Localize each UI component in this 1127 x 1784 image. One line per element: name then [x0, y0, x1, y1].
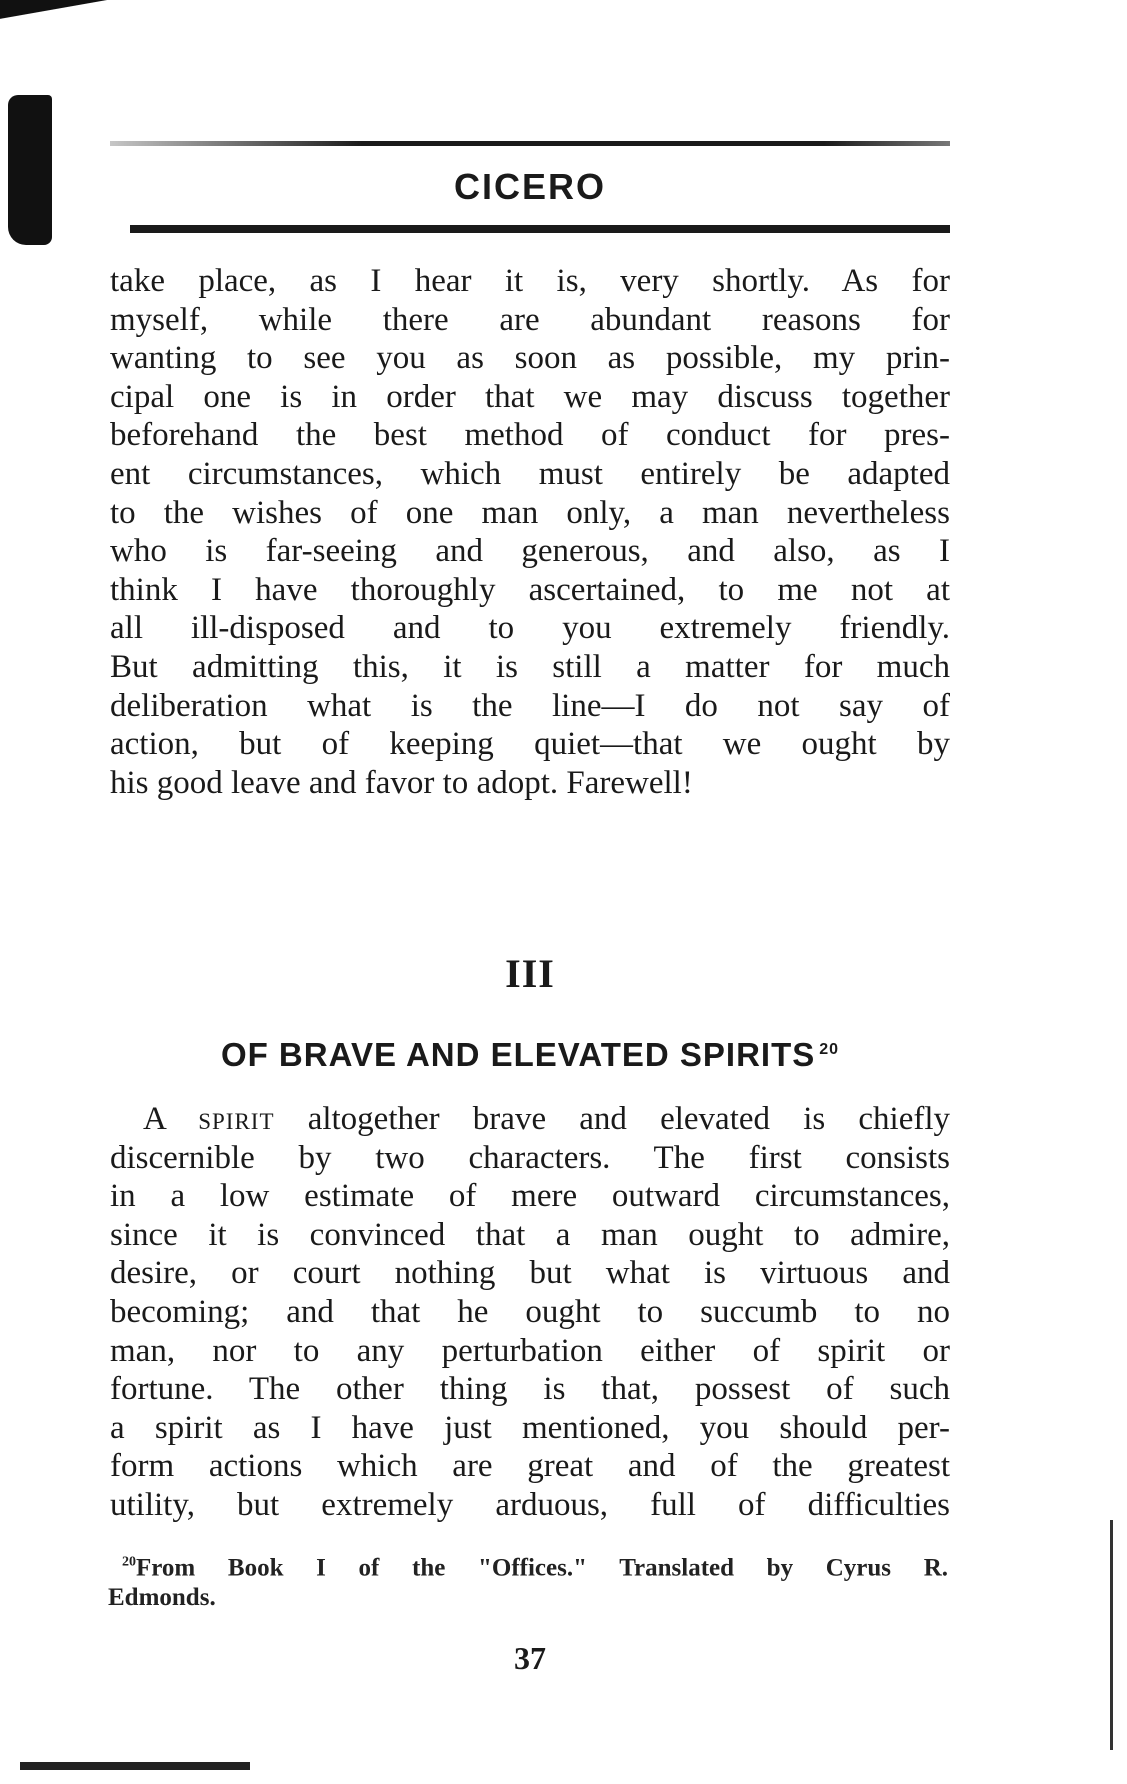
section-numeral: III [505, 951, 555, 996]
text-line: fortune. The other thing is that, possest of such [110, 1371, 950, 1408]
text-line: think I have thoroughly ascertained, to me not at [110, 571, 950, 608]
text-line: to the wishes of one man only, a man nevertheless [110, 494, 950, 531]
text-line: beforehand the best method of conduct for pres- [110, 417, 950, 454]
text-line: But admitting this, it is still a matter for much [110, 648, 950, 685]
footnote-line-2: Edmonds. [108, 1584, 216, 1612]
header-rule-bottom [130, 225, 950, 233]
text-line: who is far-seeing and generous, and also, as I [110, 533, 950, 570]
text-line: cipal one is in order that we may discuss together [110, 378, 950, 415]
text-line-first [110, 1100, 950, 1139]
header-rule-top [110, 141, 950, 146]
scan-artifact-left [8, 95, 52, 245]
footnote-reference[interactable]: 20 [819, 1041, 840, 1058]
footnote-text: From Book I of the "Offices." Translated by Cyrus R. [136, 1554, 948, 1582]
scan-artifact-right [1110, 1520, 1113, 1750]
scan-artifact-bottom [20, 1762, 250, 1770]
opening-word: A [143, 1101, 166, 1137]
text-line: since it is convinced that a man ought to admire, [110, 1216, 950, 1253]
section-title-text: OF BRAVE AND ELEVATED SPIRITS [220, 1036, 816, 1073]
first-line-rest: altogether brave and elevated is chiefly [307, 1101, 951, 1137]
page-number: 37 [514, 1640, 546, 1676]
footnote-line [108, 1548, 948, 1583]
footnote-marker: 20 [122, 1555, 136, 1570]
text-line: wanting to see you as soon as possible, my prin- [110, 340, 950, 377]
text-line: in a low estimate of mere outward circumstances, [110, 1178, 950, 1215]
text-line: his good leave and favor to adopt. Farewell! [110, 764, 693, 801]
text-line: form actions which are great and of the greatest [110, 1448, 950, 1485]
footnote [108, 1548, 948, 1613]
paragraph-brave-spirits [110, 1100, 950, 1525]
smallcaps-word: spirit [198, 1101, 275, 1137]
text-line: ent circumstances, which must entirely be adapted [110, 455, 950, 492]
scan-artifact-top [0, 0, 120, 32]
section-title [110, 1036, 950, 1074]
text-line: utility, but extremely arduous, full of difficulties [110, 1486, 950, 1523]
text-line: becoming; and that he ought to succumb to no [110, 1293, 950, 1330]
text-line: man, nor to any perturbation either of spirit or [110, 1332, 950, 1369]
text-line: take place, as I hear it is, very shortly. As for [110, 263, 950, 299]
text-line: myself, while there are abundant reasons for [110, 301, 950, 338]
text-line: all ill-disposed and to you extremely friendly. [110, 610, 950, 647]
text-line: desire, or court nothing but what is virtuous and [110, 1255, 950, 1292]
text-line: action, but of keeping quiet—that we ought by [110, 726, 950, 763]
paragraph-continued [110, 262, 950, 802]
running-head: CICERO [453, 166, 606, 207]
text-line: discernible by two characters. The first consists [110, 1139, 950, 1176]
text-line: a spirit as I have just mentioned, you should per- [110, 1409, 950, 1446]
text-line: deliberation what is the line—I do not say of [110, 687, 950, 724]
